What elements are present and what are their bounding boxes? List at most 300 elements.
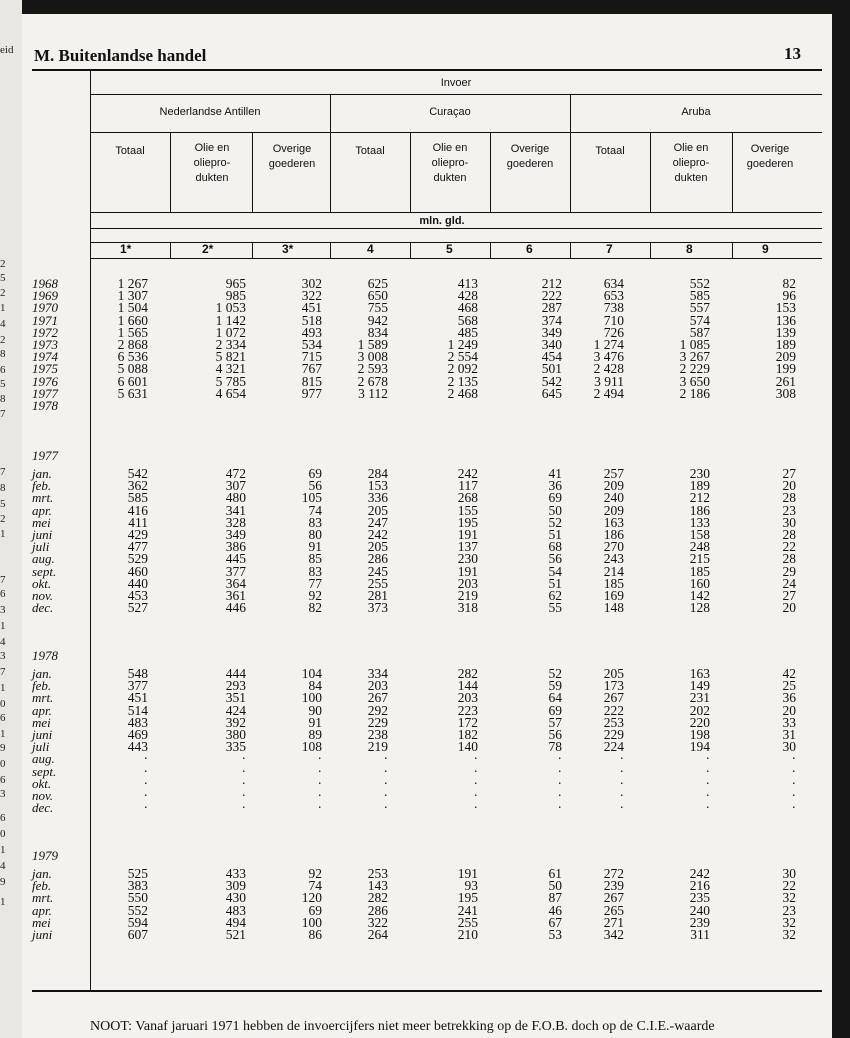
table-cell: 92 [308, 866, 322, 881]
table-cell: 1 274 [593, 337, 624, 352]
table-cell: 36 [782, 690, 796, 706]
table-cell: 100 [301, 914, 322, 930]
table-cell: 158 [689, 527, 710, 542]
table-cell: 1 072 [215, 324, 246, 340]
column-header: Olie en oliepro- dukten [672, 142, 710, 184]
table-cell: 430 [225, 890, 246, 906]
book-spine [0, 0, 22, 1038]
table-cell: 82 [782, 276, 796, 291]
table-cell: 1 504 [117, 300, 148, 316]
row-label: aug. [32, 751, 55, 767]
table-cell: 77 [308, 575, 322, 591]
table-cell: 525 [127, 866, 148, 881]
rule [90, 69, 91, 991]
table-cell: 1 053 [215, 300, 246, 316]
column-number: 1* [120, 242, 132, 256]
row-label: dec. [32, 600, 54, 616]
table-cell: 416 [127, 502, 148, 518]
table-cell: 169 [603, 588, 624, 603]
unit-label: mln. gld. [419, 215, 465, 227]
rule [650, 132, 651, 212]
table-cell: 265 [603, 902, 624, 918]
table-cell: 587 [689, 324, 710, 340]
table-cell: · [473, 800, 478, 816]
spine-marker: 8 [0, 482, 6, 494]
spine-marker: 6 [0, 364, 6, 376]
table-cell: 286 [367, 902, 388, 918]
table-cell: 527 [127, 600, 148, 616]
table-cell: 257 [603, 466, 624, 481]
table-cell: 56 [548, 727, 562, 742]
table-cell: 203 [457, 575, 478, 591]
rule [90, 132, 822, 133]
table-cell: 214 [603, 563, 624, 579]
table-cell: · [791, 751, 796, 767]
table-cell: 28 [782, 551, 796, 567]
table-cell: 542 [541, 373, 562, 389]
table-cell: 377 [225, 563, 246, 579]
spine-marker: 5 [0, 272, 6, 284]
table-cell: 444 [225, 666, 246, 681]
table-cell: 322 [367, 914, 388, 930]
table-cell: 240 [689, 902, 710, 918]
table-cell: 219 [457, 588, 478, 603]
spine-marker: 1 [0, 844, 6, 856]
table-cell: · [383, 788, 388, 803]
table-cell: 209 [603, 478, 624, 494]
table-cell: 287 [541, 300, 562, 316]
spine-marker: 2 [0, 258, 6, 270]
spine-marker: 1 [0, 728, 6, 740]
table-cell: 480 [225, 490, 246, 506]
table-cell: 30 [782, 739, 796, 755]
column-number: 9 [762, 242, 769, 256]
table-cell: 52 [548, 514, 562, 530]
table-cell: 163 [689, 666, 710, 681]
table-cell: 4 321 [215, 361, 246, 377]
spine-marker: 7 [0, 666, 6, 678]
table-cell: · [791, 800, 796, 816]
table-cell: · [557, 751, 562, 767]
rule [732, 132, 733, 212]
row-label: 1973 [32, 337, 58, 352]
table-cell: 198 [689, 727, 710, 742]
table-cell: 36 [548, 478, 562, 494]
table-cell: · [241, 763, 246, 779]
table-cell: 255 [367, 575, 388, 591]
table-cell: 469 [127, 727, 148, 742]
table-cell: · [383, 800, 388, 816]
table-cell: 240 [603, 490, 624, 506]
table-cell: 521 [225, 927, 246, 942]
table-cell: 710 [603, 312, 624, 328]
table-cell: 2 494 [593, 385, 624, 401]
table-cell: 89 [308, 727, 322, 742]
table-cell: 155 [457, 502, 478, 518]
table-cell: 242 [457, 466, 478, 481]
table-cell: 1 267 [117, 276, 148, 291]
row-label: 1975 [32, 361, 58, 377]
table-cell: 191 [457, 527, 478, 542]
table-cell: 2 186 [679, 385, 710, 401]
table-cell: 472 [225, 466, 246, 481]
table-cell: 322 [301, 288, 322, 304]
table-cell: 61 [548, 866, 562, 881]
row-label: jan. [32, 666, 52, 681]
table-cell: 216 [689, 878, 710, 894]
table-cell: · [473, 775, 478, 791]
column-header: Totaal [355, 145, 385, 157]
table-cell: 222 [541, 288, 562, 304]
table-cell: 424 [225, 702, 246, 718]
row-label: juni [32, 727, 53, 742]
table-cell: 443 [127, 739, 148, 755]
table-cell: 261 [775, 373, 796, 389]
table-cell: 307 [225, 478, 246, 494]
row-label: 1974 [32, 349, 58, 365]
table-cell: · [143, 763, 148, 779]
spine-marker: 9 [0, 876, 6, 888]
table-cell: 53 [548, 927, 562, 942]
table-cell: 351 [225, 690, 246, 706]
table-cell: 468 [457, 300, 478, 316]
year-label: 1977 [32, 448, 58, 463]
table-cell: 3 267 [679, 349, 710, 365]
table-cell: 153 [775, 300, 796, 316]
table-cell: 738 [603, 300, 624, 316]
table-cell: 186 [603, 527, 624, 542]
row-label: 1978 [32, 398, 58, 413]
table-cell: 29 [782, 563, 796, 579]
table-cell: 255 [457, 914, 478, 930]
table-cell: 117 [458, 478, 478, 494]
table-cell: 142 [689, 588, 710, 603]
rule [90, 258, 822, 259]
table-cell: 302 [301, 276, 322, 291]
table-cell: 607 [127, 927, 148, 942]
table-cell: · [557, 788, 562, 803]
table-cell: 552 [689, 276, 710, 291]
table-cell: 726 [603, 324, 624, 340]
table-cell: 349 [225, 527, 246, 542]
table-cell: · [791, 775, 796, 791]
table-cell: 42 [782, 666, 796, 681]
table-cell: 834 [367, 324, 388, 340]
column-header: Overige goederen [506, 143, 554, 170]
table-cell: 69 [308, 466, 322, 481]
rule [170, 132, 171, 212]
table-cell: 203 [457, 690, 478, 706]
table-cell: 755 [367, 300, 388, 316]
section-title: M. Buitenlandse handel [34, 46, 207, 65]
table-cell: 41 [548, 466, 562, 481]
table-cell: 231 [689, 690, 710, 706]
table-cell: 483 [225, 902, 246, 918]
table-cell: · [143, 751, 148, 767]
table-cell: 2 092 [447, 361, 478, 377]
table-cell: 173 [603, 678, 624, 694]
table-cell: · [557, 775, 562, 791]
region-header-aruba: Aruba [681, 106, 711, 118]
row-label: mei [32, 714, 51, 730]
table-cell: 85 [308, 551, 322, 567]
table-cell: 203 [367, 678, 388, 694]
table-cell: 239 [689, 914, 710, 930]
table-cell: 243 [603, 551, 624, 567]
table-cell: 74 [308, 878, 322, 894]
row-label: sept. [32, 563, 57, 579]
table-cell: 248 [689, 539, 710, 555]
rule [32, 69, 822, 71]
table-cell: 32 [782, 890, 796, 906]
table-cell: 650 [367, 288, 388, 304]
table-cell: 241 [457, 902, 478, 918]
table-cell: 1 660 [117, 312, 148, 328]
table-cell: 205 [367, 539, 388, 555]
table-cell: 59 [548, 678, 562, 694]
table-cell: 483 [127, 714, 148, 730]
table-cell: 374 [541, 312, 562, 328]
column-number: 3* [282, 242, 294, 256]
table-cell: 191 [457, 866, 478, 881]
table-cell: 2 678 [357, 373, 388, 389]
table-cell: 568 [457, 312, 478, 328]
spine-marker: 6 [0, 774, 6, 786]
table-cell: 224 [603, 739, 624, 755]
table-cell: 31 [782, 727, 796, 742]
spine-marker: 5 [0, 378, 6, 390]
spine-marker: 6 [0, 812, 6, 824]
table-cell: 69 [548, 490, 562, 506]
table-cell: 634 [603, 276, 624, 291]
table-cell: 27 [782, 466, 796, 481]
table-cell: 189 [775, 337, 796, 352]
table-cell: 334 [367, 666, 388, 681]
table-cell: 209 [603, 502, 624, 518]
row-label: dec. [32, 800, 54, 816]
spine-marker: eid [0, 44, 14, 56]
table-cell: · [619, 763, 624, 779]
table-cell: 411 [128, 514, 148, 530]
table-cell: · [619, 788, 624, 803]
table-cell: 342 [603, 927, 624, 942]
table-cell: 293 [225, 678, 246, 694]
column-number: 7 [606, 242, 613, 256]
table-cell: 433 [225, 866, 246, 881]
table-cell: 91 [308, 714, 322, 730]
row-label: feb. [32, 478, 52, 494]
table-cell: 282 [367, 890, 388, 906]
table-cell: 78 [548, 739, 562, 755]
spine-marker: 3 [0, 604, 6, 616]
row-label: 1977 [32, 385, 58, 401]
table-cell: 27 [782, 588, 796, 603]
rule [90, 94, 822, 95]
spine-marker: 6 [0, 588, 6, 600]
column-header: Overige goederen [268, 143, 316, 170]
table-cell: 2 593 [357, 361, 388, 377]
table-cell: 50 [548, 502, 562, 518]
column-number: 5 [446, 242, 453, 256]
table-cell: 212 [689, 490, 710, 506]
rule [32, 990, 822, 992]
table-cell: · [383, 763, 388, 779]
rule [90, 242, 822, 243]
table-cell: · [317, 788, 322, 803]
table-cell: · [317, 775, 322, 791]
spine-marker: 1 [0, 620, 6, 632]
table-cell: · [619, 775, 624, 791]
table-cell: 195 [457, 890, 478, 906]
table-cell: 215 [689, 551, 710, 567]
spine-marker: 7 [0, 408, 6, 420]
table-cell: 3 112 [358, 385, 388, 401]
table-cell: 222 [603, 702, 624, 718]
column-header: Olie en oliepro- dukten [431, 142, 469, 184]
table-cell: · [241, 751, 246, 767]
table-cell: 83 [308, 563, 322, 579]
footnote: NOOT: Vanaf jaruari 1971 hebben de invoercijfers niet meer betrekking op de F.O.B. doch op de C.I.E.-waarde [90, 1019, 715, 1034]
table-cell: 22 [782, 878, 796, 894]
table-cell: 594 [127, 914, 148, 930]
table-cell: 557 [689, 300, 710, 316]
table-cell: 90 [308, 702, 322, 718]
table-cell: 136 [775, 312, 796, 328]
table-cell: 3 008 [357, 349, 388, 365]
table-cell: 30 [782, 514, 796, 530]
row-label: 1976 [32, 373, 58, 389]
table-cell: 4 654 [215, 385, 246, 401]
table-cell: 23 [782, 502, 796, 518]
table-cell: 185 [603, 575, 624, 591]
table-cell: 585 [689, 288, 710, 304]
table-cell: 5 821 [215, 349, 246, 365]
row-label: 1969 [32, 288, 58, 304]
table-cell: 104 [301, 666, 322, 681]
table-cell: 942 [367, 312, 388, 328]
table-cell: 229 [603, 727, 624, 742]
table-cell: 28 [782, 490, 796, 506]
table-cell: 194 [689, 739, 710, 755]
row-label: mei [32, 514, 51, 530]
table-cell: 20 [782, 600, 796, 616]
table-cell: 128 [689, 600, 710, 616]
table-cell: 451 [127, 690, 148, 706]
table-cell: 74 [308, 502, 322, 518]
table-cell: 529 [127, 551, 148, 567]
table-cell: 185 [689, 563, 710, 579]
table-cell: 140 [457, 739, 478, 755]
row-label: 1971 [32, 312, 58, 328]
table-cell: 271 [603, 914, 624, 930]
table-cell: 84 [308, 678, 322, 694]
row-label: mrt. [32, 890, 54, 906]
table-cell: 52 [548, 666, 562, 681]
table-cell: 392 [225, 714, 246, 730]
table-cell: 229 [367, 714, 388, 730]
table-cell: 51 [548, 527, 562, 542]
table-cell: 715 [301, 349, 322, 365]
table-cell: 57 [548, 714, 562, 730]
table-cell: 210 [457, 927, 478, 942]
table-cell: 446 [225, 600, 246, 616]
year-label: 1979 [32, 848, 58, 863]
rule [650, 242, 651, 258]
table-cell: 195 [457, 514, 478, 530]
spine-marker: 3 [0, 788, 6, 800]
row-label: aug. [32, 551, 55, 567]
table-cell: 6 601 [117, 373, 148, 389]
spine-marker: 0 [0, 828, 6, 840]
table-cell: · [619, 800, 624, 816]
table-cell: · [383, 751, 388, 767]
column-number: 6 [526, 242, 533, 256]
table-cell: 51 [548, 575, 562, 591]
table-cell: 653 [603, 288, 624, 304]
table-cell: 32 [782, 927, 796, 942]
spine-marker: 1 [0, 682, 6, 694]
table-cell: · [705, 751, 710, 767]
table-cell: 186 [689, 502, 710, 518]
row-label: apr. [32, 502, 52, 518]
table-cell: 550 [127, 890, 148, 906]
table-cell: 2 135 [447, 373, 478, 389]
table-cell: 6 536 [117, 349, 148, 365]
table-cell: 23 [782, 902, 796, 918]
table-cell: 20 [782, 702, 796, 718]
table-cell: · [791, 788, 796, 803]
table-cell: 32 [782, 914, 796, 930]
table-cell: 20 [782, 478, 796, 494]
table-cell: · [705, 763, 710, 779]
table-cell: 22 [782, 539, 796, 555]
table-cell: · [619, 751, 624, 767]
table-cell: 2 334 [215, 337, 246, 352]
row-label: nov. [32, 588, 54, 603]
table-cell: 264 [367, 927, 388, 942]
row-label: sept. [32, 763, 57, 779]
table-cell: 2 468 [447, 385, 478, 401]
row-label: feb. [32, 878, 52, 894]
table-cell: 120 [301, 890, 322, 906]
table-cell: 160 [689, 575, 710, 591]
table-cell: 54 [548, 563, 562, 579]
table-cell: 2 554 [447, 349, 478, 365]
table-cell: 202 [689, 702, 710, 718]
document-page [22, 14, 832, 1038]
table-cell: 69 [308, 902, 322, 918]
row-label: okt. [32, 775, 52, 791]
table-cell: 267 [603, 890, 624, 906]
table-cell: 67 [548, 914, 562, 930]
table-cell: 477 [127, 539, 148, 555]
table-cell: 268 [457, 490, 478, 506]
rule [732, 242, 733, 258]
table-cell: 100 [301, 690, 322, 706]
table-cell: 311 [690, 927, 710, 942]
table-cell: 46 [548, 902, 562, 918]
table-cell: 270 [603, 539, 624, 555]
table-cell: · [557, 800, 562, 816]
table-cell: 230 [457, 551, 478, 567]
table-cell: 1 307 [117, 288, 148, 304]
rule [90, 212, 822, 213]
table-cell: 485 [457, 324, 478, 340]
spine-marker: 6 [0, 712, 6, 724]
rule [170, 242, 171, 258]
table-cell: 220 [689, 714, 710, 730]
table-cell: 767 [301, 361, 322, 377]
